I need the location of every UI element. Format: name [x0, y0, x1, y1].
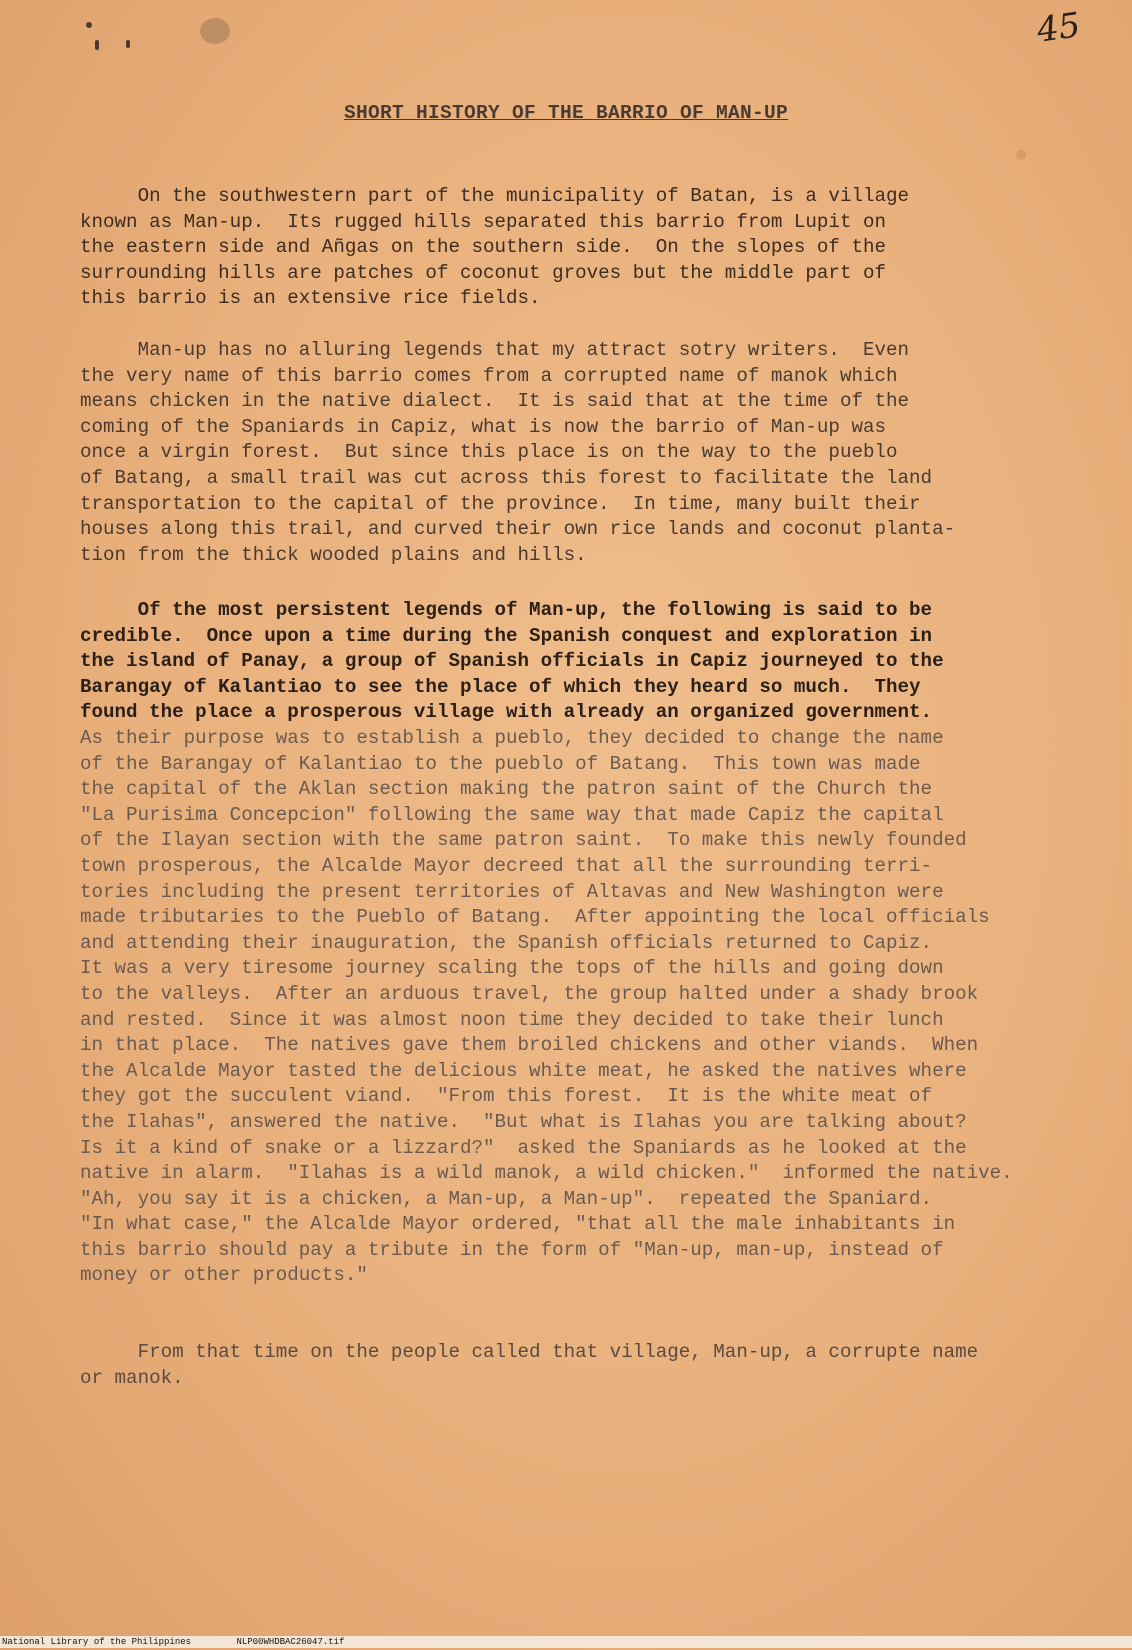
paragraph-legend-intro: Of the most persistent legends of Man-up, the following is said to be credible. Once upon a time during the Spanish conquest and exploration in the island of Panay, a group of Spanish officials in Capiz journeyed to the Barangay of Kalantiao to see the place of which they heard so much. They found the place a prosperous village with already an organized government. — [80, 599, 944, 724]
ink-speck — [200, 18, 230, 44]
footer — [0, 1636, 1132, 1648]
paragraph-name: Man-up has no alluring legends that my attract sotry writers. Even the very name of this barrio comes from a corrupted name of manok which means chicken in the native dialect. It is said that at the time of the coming of the Spaniards in Capiz, what is now the barrio of Man-up was once a virgin forest. But since this place is on the way to the pueblo of Batang, a small trail was cut across this forest to facilitate the land transportation to the capital of the province. In time, many built their houses along this trail, and curved their own rice lands and coconut planta- tion from the thick wooded plains and hills. — [80, 339, 956, 566]
ink-speck — [86, 22, 92, 28]
ink-speck — [126, 40, 130, 48]
ink-speck — [95, 40, 99, 50]
paragraph-origin: On the southwestern part of the municipality of Batan, is a village known as Man-up. Its rugged hills separated this barrio from Lupit on the eastern side and Añgas on the southern side. On the slopes of the surrounding hills are patches of coconut groves but the middle part of this barrio is an extensive rice fields. — [80, 185, 910, 310]
footer-file-id: NLP00WHDBAC26047.tif — [236, 1637, 345, 1647]
ink-speck — [1016, 150, 1026, 160]
paragraph-legend: As their purpose was to establish a pueblo, they decided to change the name of the Barangay of Kalantiao to the pueblo of Batang. This town was made the capital of the Aklan section making the patron saint of the Church the "La Purisima Concepcion" following the same way that made Capiz the capital of the Ilayan section with the same patron saint. To make this newly founded town prosperous, the Alcalde Mayor decreed that all the surrounding terri- tories including the present territories of Altavas and New Washington were made tributaries to the Pueblo of Batang. After appointing the local officials and attending their inauguration, the Spanish officials returned to Capiz. It was a very tiresome journey scaling the tops of the hills and going down to the valleys. After an arduous travel, the group halted under a shady brook and rested. Since it was almost noon time they decided to take their lunch in that place. The natives gave them broiled chickens and other viands. When the Alcalde Mayor tasted the delicious white meat, he asked the natives where they got the succulent viand. "From this forest. It is the white meat of the Ilahas", answered the native. "But what is Ilahas you are talking about? Is it a kind of snake or a lizzard?" asked the Spaniards as he looked at the native in alarm. "Ilahas is a wild manok, a wild chicken." informed the native. "Ah, you say it is a chicken, a Man-up, a Man-up". repeated the Spaniard. "In what case," the Alcalde Mayor ordered, "that all the male inhabitants in this barrio should pay a tribute in the form of "Man-up, man-up, instead of money or other products." — [80, 727, 1013, 1287]
footer-institution: National Library of the Philippines — [2, 1637, 192, 1647]
document-title: SHORT HISTORY OF THE BARRIO OF MAN-UP — [343, 102, 789, 124]
page-number: 45 — [1034, 5, 1083, 51]
paragraph-conclusion: From that time on the people called that village, Man-up, a corrupte name or manok. — [80, 1341, 979, 1389]
